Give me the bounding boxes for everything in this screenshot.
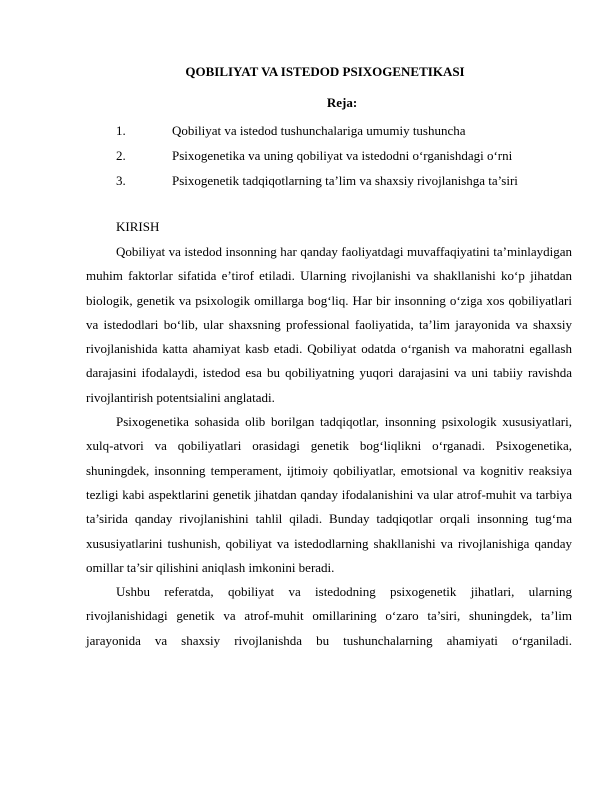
paragraph: Qobiliyat va istedod insonning har qanday faoliyatdagi muvaffaqiyatini ta’minlaydigan muhim faktorlar sifatida e’tirof etiladi. Ularning rivojlanishi va shakllanishi ko‘p jihatdan biologik, genetik va psixologik omillarga bog‘liq. Har bir insonning o‘ziga xos qobiliyatlari va istedodlari bo‘lib, ular shaxsning professional faoliyatida, ta’lim jarayonida va shaxsiy rivojlanishida katta ahamiyat kasb etadi. Qobiliyat odatda o‘rganish va mahoratni egallash darajasini ifodalaydi, istedod esa bu qobiliyatning yuqori darajasini va uni tabiiy ravishda rivojlantirish potentsialini anglatadi. <box>86 244 572 405</box>
plan-item <box>116 123 556 139</box>
document-title: QOBILIYAT VA ISTEDOD PSIXOGENETIKASI <box>185 64 465 79</box>
plan-item-text: Qobiliyat va istedod tushunchalariga umumiy tushuncha <box>172 123 466 138</box>
plan-item <box>116 173 556 189</box>
plan-heading: Reja: <box>326 95 358 110</box>
body-text <box>86 240 572 653</box>
plan-item-number: 1. <box>116 123 126 138</box>
paragraph: Ushbu referatda, qobiliyat va istedodning psixogenetik jihatlari, ularning rivojlanishidagi genetik va atrof-muhit omillarining o‘zaro ta’siri, shuningdek, ta’lim jarayonida va shaxsiy rivojlanishda bu tushunchalarning ahamiyati o‘rganiladi. <box>86 584 572 648</box>
plan-item <box>116 148 556 164</box>
plan-item-number: 2. <box>116 148 126 163</box>
plan-item-number: 3. <box>116 173 126 188</box>
paragraph: Psixogenetika sohasida olib borilgan tadqiqotlar, insonning psixologik xususiyatlari, xulq-atvori va qobiliyatlari orasidagi genetik bog‘liqlikni o‘rganadi. Psixogenetika, shuningdek, insonning temperament, ijtimoiy qobiliyatlar, emotsional va kognitiv reaksiya tezligi kabi aspektlarini genetik jihatdan qanday ifodalanishini va ular atrof-muhit va tarbiya ta’sirida qanday rivojlanishini tahlil qiladi. Bunday tadqiqotlar orqali insonning tug‘ma xususiyatlarini tushunish, qobiliyat va istedodlarning shakllanishi va rivojlanishiga qanday omillar ta’sir qilishini aniqlash imkonini beradi. <box>86 414 572 575</box>
plan-item-text: Psixogenetik tadqiqotlarning ta’lim va shaxsiy rivojlanishga ta’siri <box>172 173 518 188</box>
plan-item-text: Psixogenetika va uning qobiliyat va istedodni o‘rganishdagi o‘rni <box>172 148 513 163</box>
section-heading: KIRISH <box>116 219 160 234</box>
plan-list <box>116 123 556 198</box>
